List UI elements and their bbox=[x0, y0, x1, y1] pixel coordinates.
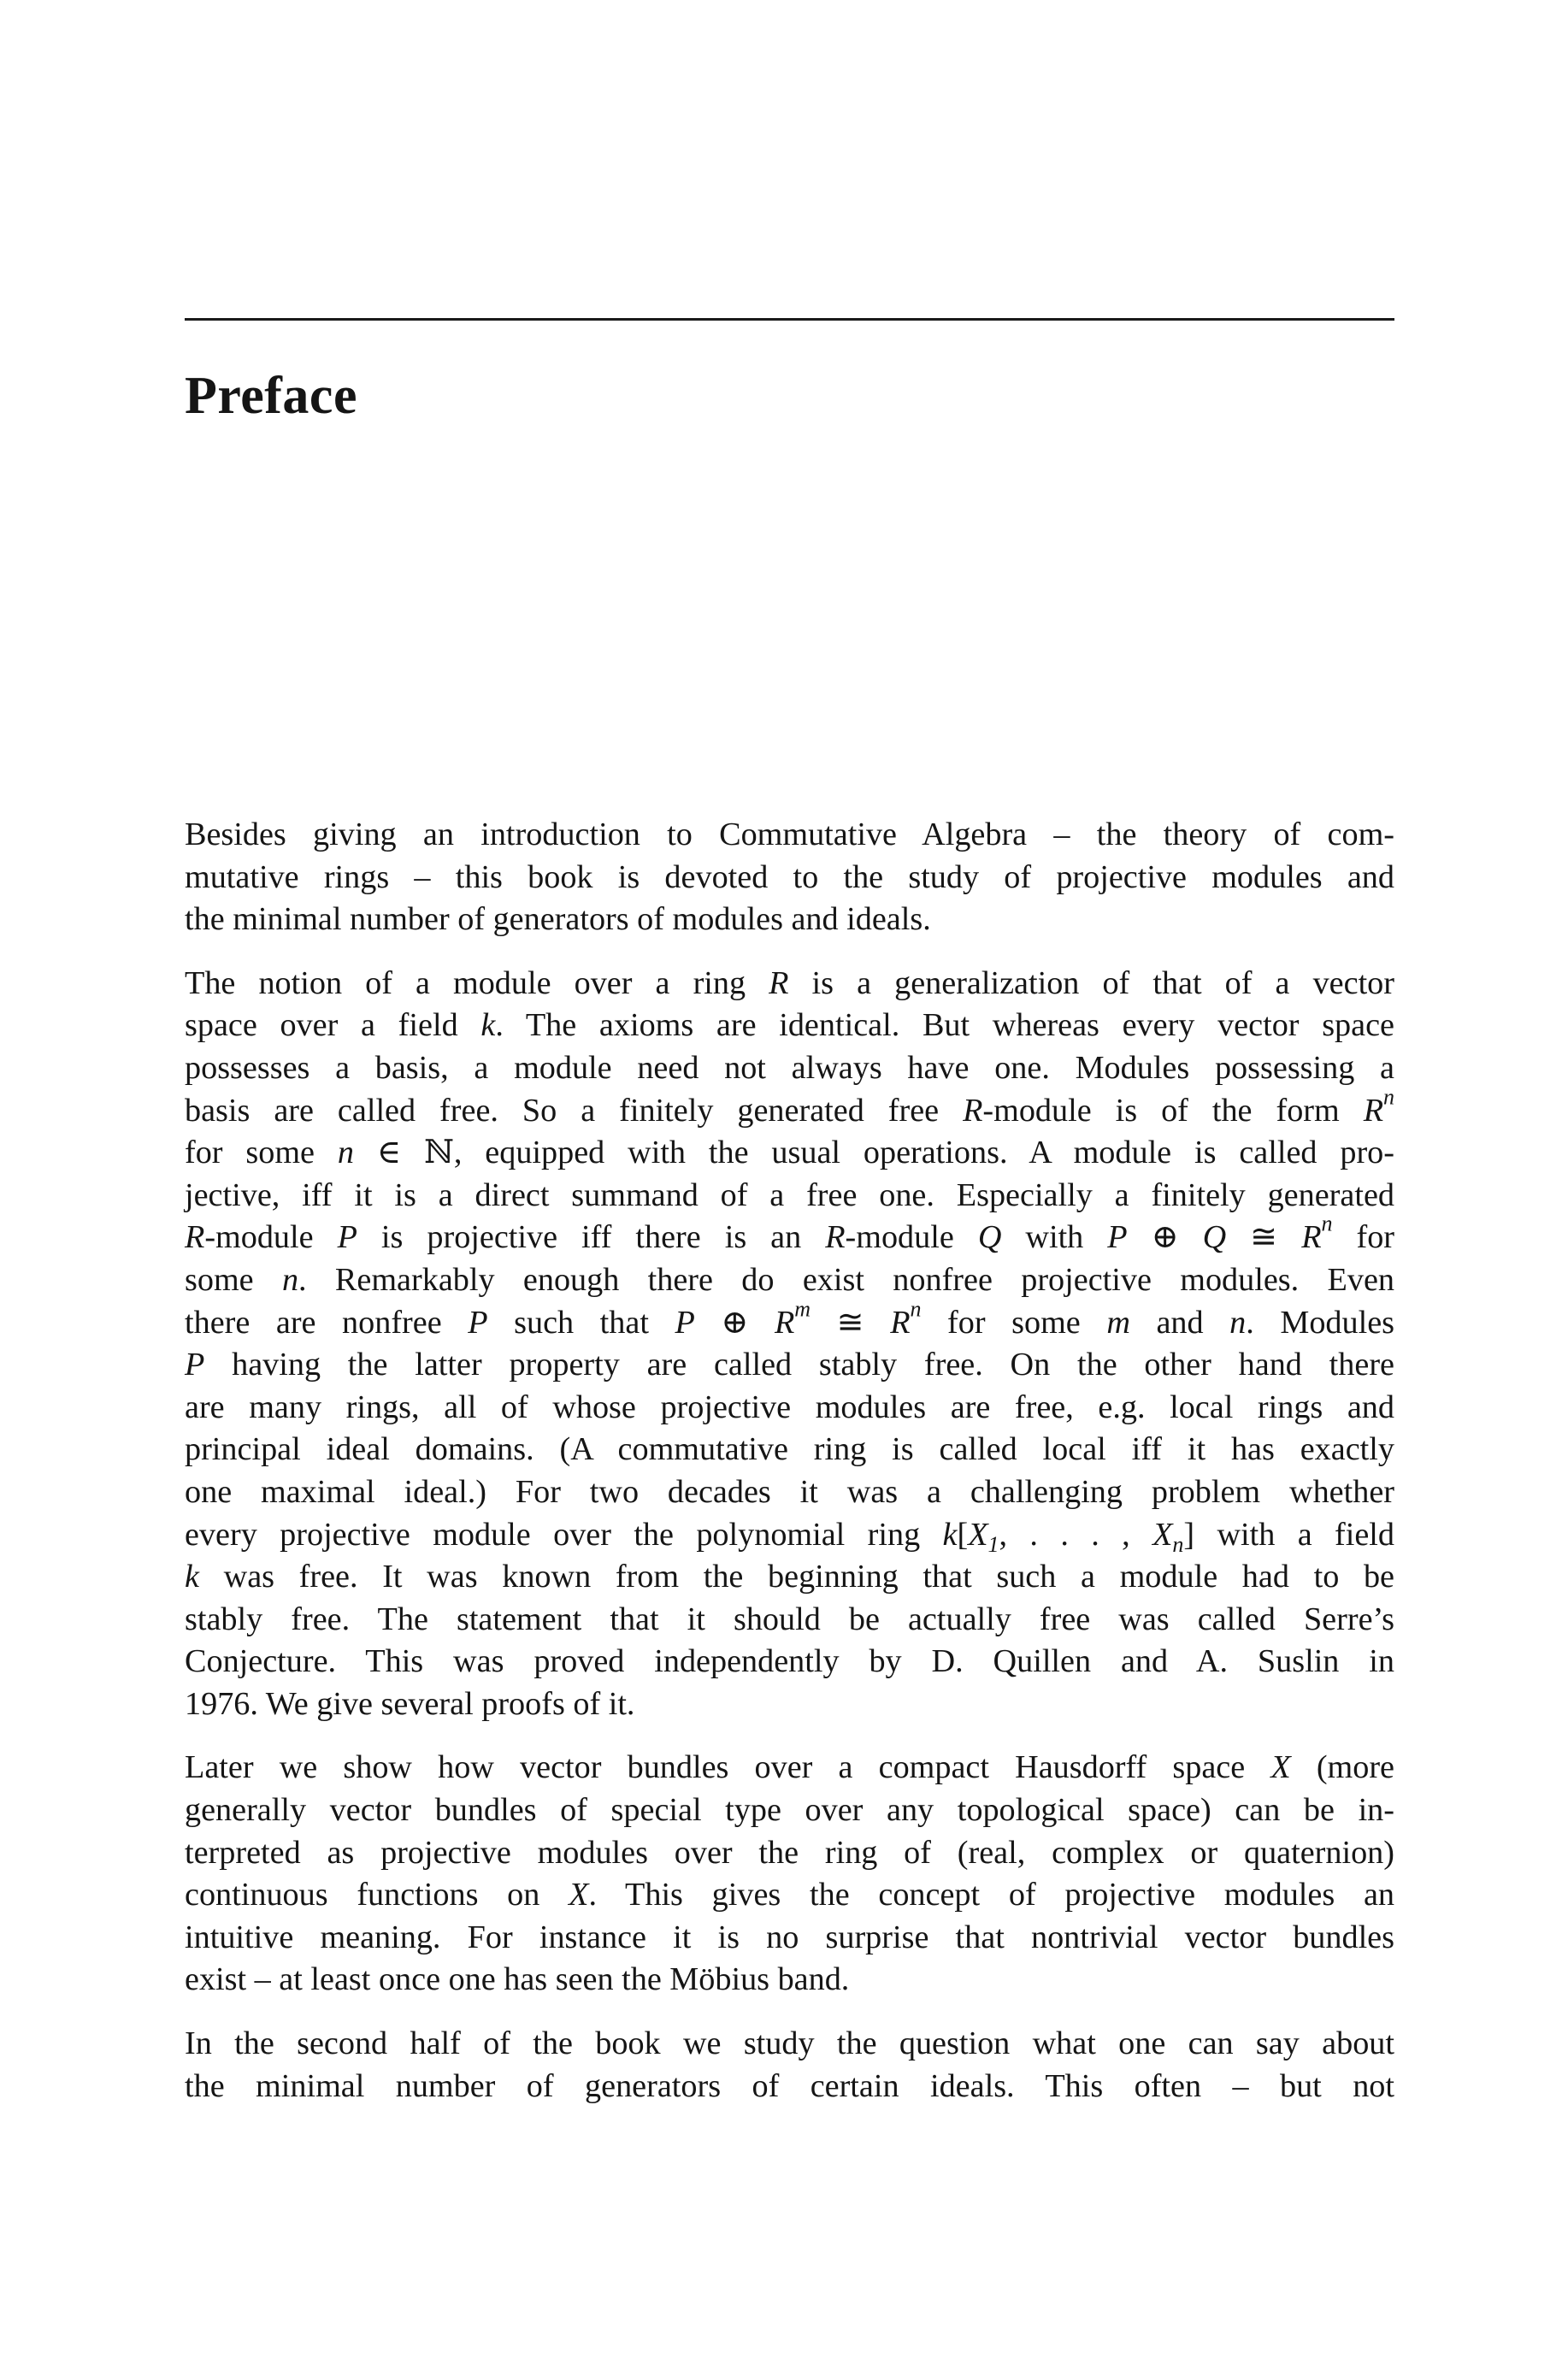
text-line: jective, iff it is a direct summand of a free one. Especially a finitely generated bbox=[185, 1176, 1394, 1213]
text-line: 1976. We give several proofs of it. bbox=[185, 1685, 635, 1722]
text-line: the minimal number of generators of modules and ideals. bbox=[185, 901, 931, 938]
text-line: R-module P is projective iff there is an R-module Q with P ⊕ Q ≅ $R^n$ for bbox=[185, 1211, 1395, 1256]
text-line: some n. Remarkably enough there do exist nonfree projective modules. Even bbox=[185, 1261, 1394, 1298]
text-line: Conjecture. This was proved independently by D. Quillen and A. Suslin in bbox=[185, 1643, 1394, 1680]
text-line: k was free. It was known from the beginning that such a module had to be bbox=[185, 1559, 1394, 1595]
text-line: intuitive meaning. For instance it is no surprise that nontrivial vector bundles bbox=[185, 1919, 1394, 1955]
text-line: are many rings, all of whose projective modules are free, e.g. local rings and bbox=[185, 1388, 1394, 1425]
text-line: exist – at least once one has seen the Möbius band. bbox=[185, 1961, 850, 1998]
preface-body bbox=[185, 814, 1394, 2129]
text-line: Later we show how vector bundles over a compact Hausdorff space X (more bbox=[185, 1749, 1394, 1786]
text-line: continuous functions on X. This gives the concept of projective modules an bbox=[185, 1877, 1394, 1913]
paragraph bbox=[185, 1747, 1394, 2002]
text-line: stably free. The statement that it should be actually free was called Serre’s bbox=[185, 1601, 1394, 1637]
text-line: terpreted as projective modules over the ring of (real, complex or quaternion) bbox=[185, 1834, 1394, 1871]
text-line: mutative rings – this book is devoted to the study of projective modules and bbox=[185, 858, 1394, 895]
paragraph bbox=[185, 963, 1394, 1726]
text-line: space over a field k. The axioms are identical. But whereas every vector space bbox=[185, 1007, 1394, 1044]
text-line: The notion of a module over a ring R is a generalization of that of a vector bbox=[185, 964, 1394, 1001]
text-line: principal ideal domains. (A commutative ring is called local iff it has exactly bbox=[185, 1431, 1394, 1468]
header-rule bbox=[185, 318, 1394, 321]
text-line: Besides giving an introduction to Commutative Algebra – the theory of com- bbox=[185, 817, 1394, 852]
text-line: generally vector bundles of special type over any topological space) can be in- bbox=[185, 1792, 1394, 1829]
text-line: possesses a basis, a module need not always have one. Modules possessing a bbox=[185, 1049, 1394, 1086]
text-line: In the second half of the book we study the question what one can say about bbox=[185, 2025, 1394, 2062]
paragraph bbox=[185, 814, 1394, 941]
paragraph bbox=[185, 2023, 1394, 2108]
text-line: the minimal number of generators of certain ideals. This often – but not bbox=[185, 2067, 1394, 2104]
text-line: one maximal ideal.) For two decades it was a challenging problem whether bbox=[185, 1473, 1394, 1510]
text-line: every projective module over the polynomial ring $k[X_1$, . . . , $X_n$] with a field bbox=[185, 1516, 1394, 1557]
page-title: Preface bbox=[185, 367, 357, 425]
text-line: basis are called free. So a finitely generated free R-module is of the form $R^n$ bbox=[185, 1084, 1394, 1129]
text-line: there are nonfree P such that P ⊕ $R^m$ ≅ $R^n$ for some m and n. Modules bbox=[185, 1296, 1395, 1341]
text-line: for some n ∈ ℕ, equipped with the usual operations. A module is called pro- bbox=[185, 1135, 1394, 1171]
text-line: P having the latter property are called stably free. On the other hand there bbox=[185, 1347, 1394, 1383]
